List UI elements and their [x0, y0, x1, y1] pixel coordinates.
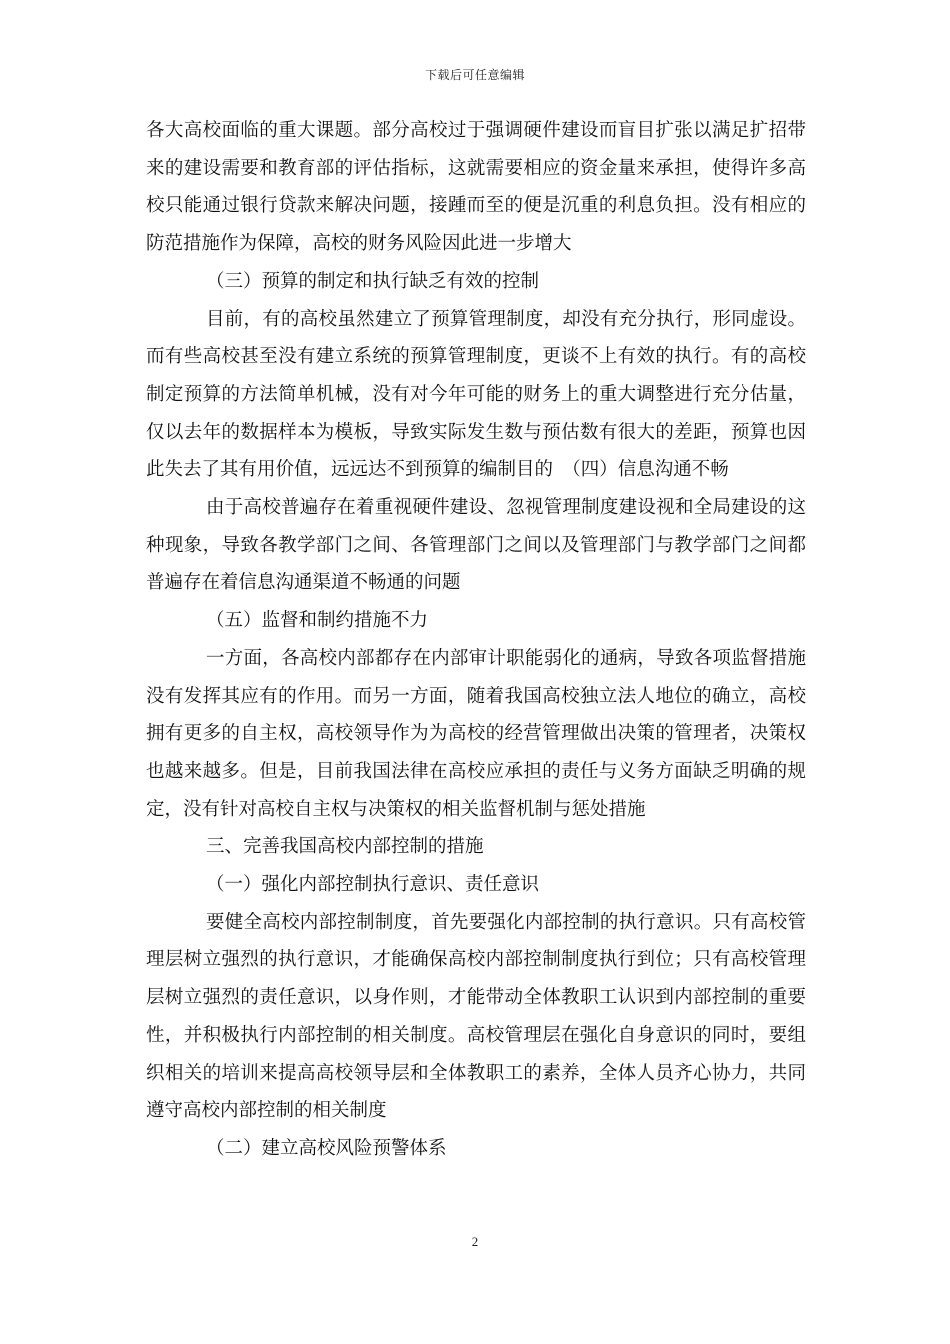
section-heading-risk-warning: （二）建立高校风险预警体系 — [206, 1137, 447, 1159]
section-heading-measures: 三、完善我国高校内部控制的措施 — [206, 836, 484, 858]
page-header: 下载后可任意编辑 — [424, 68, 525, 82]
page-number: 2 — [471, 1234, 479, 1249]
paragraph-supervision: 一方面，各高校内部都存在内部审计职能弱化的通病，导致各项监督措施没有发挥其应有的作用。而另一方面，随着我国高校独立法人地位的确立，高校拥有更多的自主权，高校领导作为为高校的经营管理做出决策的管理者，决策权也越来越多。但是，目前我国法律在高校应承担的责任与义务方面缺乏明确的规定，没有针对高校自主权与决策权的相关监督机制与惩处措施 — [146, 647, 806, 820]
paragraph-budget: 目前，有的高校虽然建立了预算管理制度，却没有充分执行，形同虚设。而有些高校甚至没有建立系统的预算管理制度，更谈不上有效的执行。有的高校制定预算的方法简单机械，没有对今年可能的财务上的重大调整进行充分估量，仅以去年的数据样本为模板，导致实际发生数与预估数有很大的差距，预算也因此失去了其有用价值，远远达不到预算的编制目的 （四）信息沟通不畅 — [146, 308, 806, 481]
section-heading-awareness: （一）强化内部控制执行意识、责任意识 — [206, 874, 540, 896]
paragraph-continuation: 各大高校面临的重大课题。部分高校过于强调硬件建设而盲目扩张以满足扩招带来的建设需要和教育部的评估指标，这就需要相应的资金量来承担，使得许多高校只能通过银行贷款来解决问题，接踵而至的便是沉重的利息负担。没有相应的防范措施作为保障，高校的财务风险因此进一步增大 — [146, 120, 806, 255]
section-heading-budget: （三）预算的制定和执行缺乏有效的控制 — [206, 270, 540, 292]
paragraph-awareness: 要健全高校内部控制制度，首先要强化内部控制的执行意识。只有高校管理层树立强烈的执行意识，才能确保高校内部控制制度执行到位；只有高校管理层树立强烈的责任意识，以身作则，才能带动全体教职工认识到内部控制的重要性，并积极执行内部控制的相关制度。高校管理层在强化自身意识的同时，要组织相关的培训来提高高校领导层和全体教职工的素养，全体人员齐心协力，共同遵守高校内部控制的相关制度 — [146, 911, 806, 1122]
paragraph-communication: 由于高校普遍存在着重视硬件建设、忽视管理制度建设视和全局建设的这种现象，导致各教学部门之间、各管理部门之间以及管理部门与教学部门之间都普遍存在着信息沟通渠道不畅通的问题 — [146, 497, 806, 594]
section-heading-supervision: （五）监督和制约措施不力 — [206, 610, 429, 632]
document-body — [146, 112, 806, 1168]
